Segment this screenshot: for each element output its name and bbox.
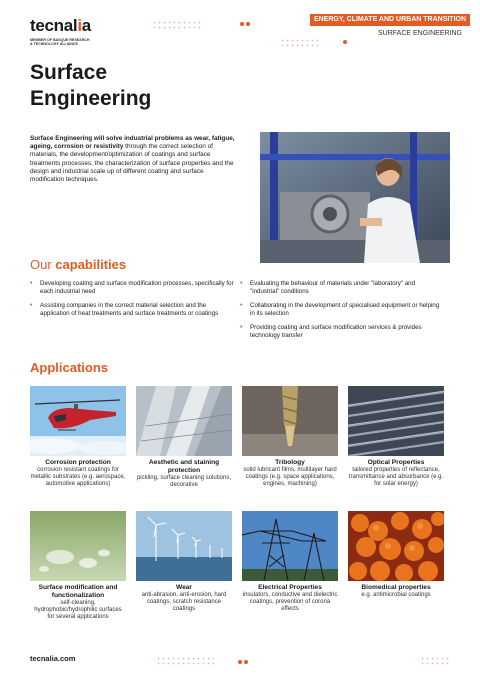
- application-card-optical: [348, 386, 444, 489]
- capability-item: • Evaluating the behaviour of materials under "laboratory" and "industrial" conditions: [240, 280, 416, 295]
- helicopter-photo: [30, 386, 126, 456]
- bullet-icon: •: [240, 280, 243, 287]
- application-name: Corrosion protection: [45, 459, 111, 466]
- decorative-dot: [343, 40, 347, 44]
- applications-heading: Applications: [30, 360, 109, 375]
- application-description: pickling, surface cleaning solutions, decorative: [136, 475, 232, 489]
- decorative-dots: [156, 656, 216, 666]
- capability-item: • Collaborating in the development of specialised equipment or helping in its selection: [240, 302, 440, 317]
- application-name: Electrical Properties: [258, 584, 322, 591]
- bullet-icon: •: [30, 280, 33, 287]
- footer-website-link[interactable]: tecnalia.com: [30, 654, 76, 663]
- decorative-dot: [238, 660, 242, 664]
- application-description: anti-abrasion, anti-erosion, hard coatings, scratch resistance coatings: [141, 592, 227, 613]
- application-card-tribology: [242, 386, 338, 489]
- intro-lead: Surface Engineering will solve industrial problems as wear, fatigue, ageing, corrosion or resistivity: [30, 135, 235, 151]
- solar-tubes-photo: [348, 386, 444, 456]
- hero-photo-lab-researcher: [260, 132, 450, 263]
- page-title: Surface Engineering: [30, 61, 152, 110]
- building-facade-photo: [136, 386, 232, 456]
- application-name: Wear: [175, 584, 192, 591]
- section-banner: ENERGY, CLIMATE AND URBAN TRANSITION: [310, 14, 470, 26]
- decorative-dot: [240, 22, 244, 26]
- application-name: Aesthetic and staining protection: [148, 459, 220, 474]
- application-card-corrosion: [30, 386, 126, 489]
- intro-paragraph: [30, 135, 238, 184]
- logo-tagline: MEMBER OF BASQUE RESEARCH & TECHNOLOGY ALLIANCE: [30, 38, 90, 47]
- decorative-dots: [420, 656, 450, 666]
- application-name: Tribology: [275, 459, 305, 466]
- application-description: corrosion resistant coatings for metallic substrates (e.g. aerospace, automotive applications): [30, 467, 126, 488]
- decorative-dots: [280, 38, 320, 48]
- capability-item: • Providing coating and surface modification services & provides technology transfer: [240, 324, 422, 339]
- application-card-wear: [136, 511, 232, 614]
- capabilities-heading: Our capabilities: [30, 257, 127, 272]
- decorative-dot: [246, 22, 250, 26]
- application-card-surface-modification: [30, 511, 126, 622]
- section-subtitle: SURFACE ENGINEERING: [377, 30, 462, 37]
- application-card-biomedical: [348, 511, 444, 599]
- bullet-icon: •: [240, 324, 243, 331]
- logo-wordmark: tecnalia: [30, 16, 91, 35]
- intro-rest: through the correct selection of materials, the development/optimization of coatings and surface treatments processes, the characterization of surface properties and the design and industrial scale up of different coating and surface modification techniques.: [30, 143, 234, 184]
- bullet-icon: •: [30, 302, 33, 309]
- power-pylons-photo: [242, 511, 338, 581]
- application-description: solid lubricant films, multilayer hard coatings (e.g. space applications, engines, machining): [243, 467, 337, 488]
- decorative-dots: [152, 20, 204, 30]
- tecnalia-logo[interactable]: [30, 16, 100, 46]
- wind-turbines-photo: [136, 511, 232, 581]
- capability-item: • Developing coating and surface modification processes, specifically for each industrial need: [30, 280, 234, 295]
- application-name: Optical Properties: [367, 459, 425, 466]
- water-droplets-photo: [30, 511, 126, 581]
- application-description: self-cleaning, hydrophobic/hydrophilic surfaces for several applications: [34, 600, 122, 621]
- application-card-electrical: [242, 511, 338, 614]
- application-name: Biomedical properties: [361, 584, 431, 591]
- drill-bit-photo: [242, 386, 338, 456]
- application-description: insulators, conductive and dielectric coatings, prevention of corona effects: [242, 592, 338, 613]
- bullet-icon: •: [240, 302, 243, 309]
- application-card-aesthetic: [136, 386, 232, 489]
- bacteria-photo: [348, 511, 444, 581]
- capabilities-list-left: [30, 280, 235, 324]
- decorative-dot: [244, 660, 248, 664]
- application-description: e.g. antimicrobial coatings: [361, 592, 431, 598]
- capabilities-list-right: [240, 280, 445, 346]
- capability-item: • Assisting companies in the correct material selection and the application of heat treatments and surface treatments or coatings: [30, 302, 219, 317]
- application-description: tailored properties of reflectance, transmittance and absorbance (e.g. for solar energy): [348, 467, 444, 488]
- application-name: Surface modification and functionalization: [38, 584, 118, 599]
